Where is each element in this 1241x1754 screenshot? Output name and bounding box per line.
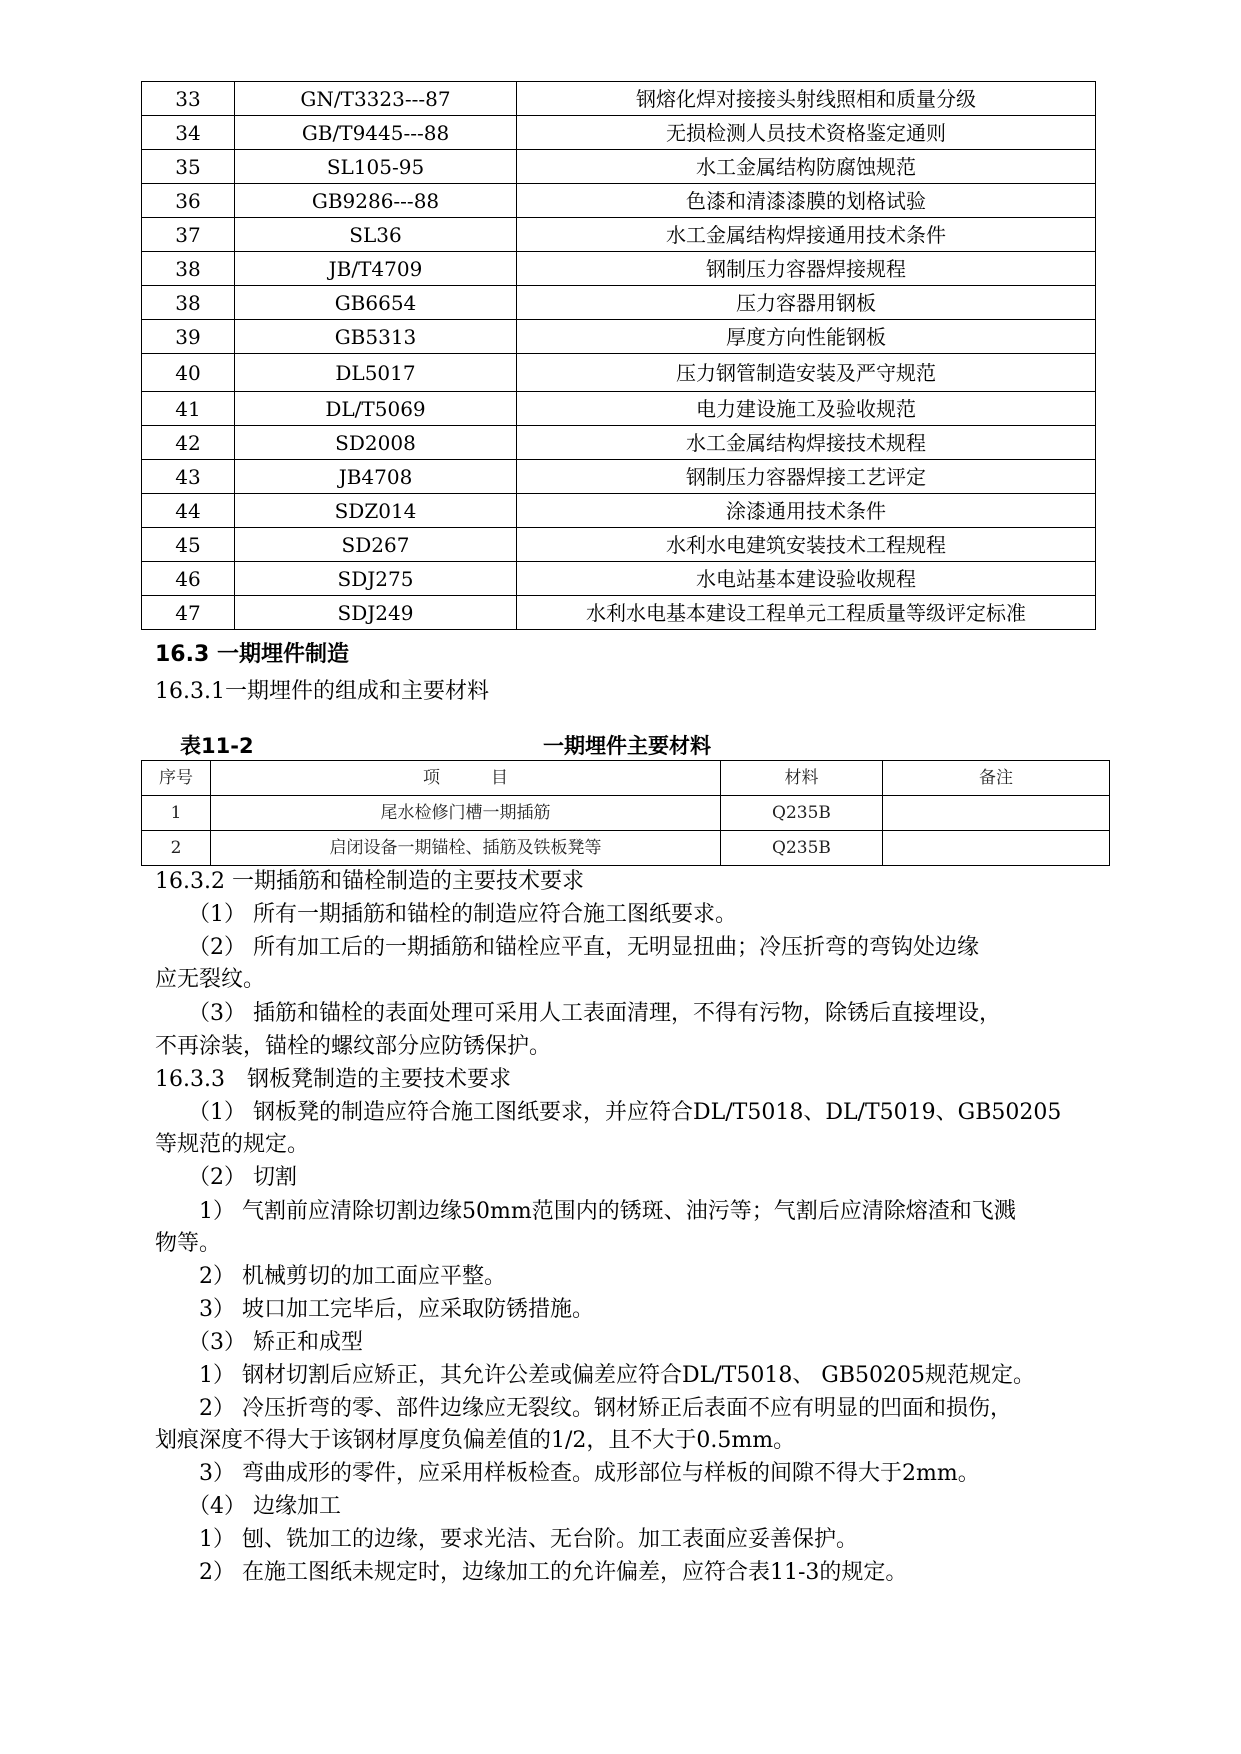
standard-name: 钢制压力容器焊接工艺评定 — [517, 460, 1096, 494]
body-text-line: （2） 切割 — [155, 1165, 297, 1190]
table-row — [142, 596, 1096, 630]
header-item: 项 目 — [211, 761, 721, 796]
row-number: 37 — [142, 218, 235, 252]
row-number: 38 — [142, 286, 235, 320]
body-text-line: （1） 所有一期插筋和锚栓的制造应符合施工图纸要求。 — [155, 902, 737, 927]
table-row — [142, 116, 1096, 150]
body-text-line: 1） 刨、铣加工的边缘，要求光洁、无台阶。加工表面应妥善保护。 — [155, 1527, 858, 1552]
body-text-line: （2） 所有加工后的一期插筋和锚栓应平直，无明显扭曲；冷压折弯的弯钩处边缘 — [155, 935, 979, 960]
standard-code: GB6654 — [235, 286, 517, 320]
table-row — [142, 426, 1096, 460]
row-remark — [883, 831, 1110, 866]
header-material: 材料 — [721, 761, 883, 796]
materials-table — [141, 760, 1110, 866]
standard-name: 电力建设施工及验收规范 — [517, 392, 1096, 426]
standard-name: 压力容器用钢板 — [517, 286, 1096, 320]
table-row — [142, 252, 1096, 286]
section-heading: 16.3 一期埋件制造 — [155, 642, 349, 667]
row-number: 40 — [142, 354, 235, 392]
standards-table — [141, 81, 1096, 630]
standard-code: DL5017 — [235, 354, 517, 392]
body-text-line: （3） 插筋和锚栓的表面处理可采用人工表面清理，不得有污物，除锈后直接埋设， — [155, 1001, 1001, 1026]
body-text-line: 1） 钢材切割后应矫正，其允许公差或偏差应符合DL/T5018、 GB50205规范规定。 — [155, 1363, 1036, 1388]
body-text-line: 1） 气割前应清除切割边缘50mm范围内的锈斑、油污等；气割后应清除熔渣和飞溅 — [155, 1199, 1016, 1224]
body-text-line: （4） 边缘加工 — [155, 1494, 341, 1519]
standard-code: JB4708 — [235, 460, 517, 494]
row-item: 启闭设备一期锚栓、插筋及铁板凳等 — [211, 831, 721, 866]
table-row — [142, 184, 1096, 218]
row-number: 38 — [142, 252, 235, 286]
subsection-title: 16.3.1一期埋件的组成和主要材料 — [155, 679, 489, 704]
body-text-line: 等规范的规定。 — [155, 1132, 310, 1157]
row-number: 46 — [142, 562, 235, 596]
body-text-line: 物等。 — [155, 1231, 222, 1256]
table-title: 一期埋件主要材料 — [543, 734, 711, 758]
table-row — [142, 150, 1096, 184]
standard-code: GB5313 — [235, 320, 517, 354]
body-text-line: 2） 在施工图纸未规定时，边缘加工的允许偏差，应符合表11-3的规定。 — [155, 1560, 908, 1585]
standard-name: 水工金属结构焊接技术规程 — [517, 426, 1096, 460]
header-remark: 备注 — [883, 761, 1110, 796]
standard-code: SD267 — [235, 528, 517, 562]
standard-code: GB/T9445---88 — [235, 116, 517, 150]
row-number: 42 — [142, 426, 235, 460]
row-number: 1 — [142, 796, 211, 831]
table-row — [142, 392, 1096, 426]
table-row — [142, 82, 1096, 116]
row-number: 47 — [142, 596, 235, 630]
table-label: 表11-2 — [180, 734, 254, 758]
standard-code: GB9286---88 — [235, 184, 517, 218]
table-row — [142, 286, 1096, 320]
standard-name: 水工金属结构防腐蚀规范 — [517, 150, 1096, 184]
table-row — [142, 831, 1110, 866]
body-text-line: 不再涂装，锚栓的螺纹部分应防锈保护。 — [155, 1034, 552, 1059]
standard-code: SL105-95 — [235, 150, 517, 184]
standard-name: 水工金属结构焊接通用技术条件 — [517, 218, 1096, 252]
body-text-line: 2） 冷压折弯的零、部件边缘应无裂纹。钢材矫正后表面不应有明显的凹面和损伤， — [155, 1396, 1012, 1421]
standard-name: 厚度方向性能钢板 — [517, 320, 1096, 354]
table-row — [142, 528, 1096, 562]
body-text-line: 16.3.3 钢板凳制造的主要技术要求 — [155, 1067, 511, 1092]
standard-name: 色漆和清漆漆膜的划格试验 — [517, 184, 1096, 218]
body-text-line: 划痕深度不得大于该钢材厚度负偏差值的1/2，且不大于0.5mm。 — [155, 1428, 796, 1453]
table-row — [142, 562, 1096, 596]
body-text-line: （1） 钢板凳的制造应符合施工图纸要求，并应符合DL/T5018、DL/T5019、GB50205 — [155, 1100, 1062, 1125]
row-remark — [883, 796, 1110, 831]
body-text-line: 16.3.2 一期插筋和锚栓制造的主要技术要求 — [155, 869, 584, 894]
standard-name: 压力钢管制造安装及严守规范 — [517, 354, 1096, 392]
standard-code: DL/T5069 — [235, 392, 517, 426]
standard-code: SDZ014 — [235, 494, 517, 528]
standard-name: 水利水电建筑安装技术工程规程 — [517, 528, 1096, 562]
table-header-row — [142, 761, 1110, 796]
row-number: 41 — [142, 392, 235, 426]
body-text-line: 2） 机械剪切的加工面应平整。 — [155, 1264, 506, 1289]
row-item: 尾水检修门槽一期插筋 — [211, 796, 721, 831]
standard-code: SDJ249 — [235, 596, 517, 630]
row-number: 34 — [142, 116, 235, 150]
row-number: 45 — [142, 528, 235, 562]
standard-name: 钢熔化焊对接接头射线照相和质量分级 — [517, 82, 1096, 116]
standard-name: 钢制压力容器焊接规程 — [517, 252, 1096, 286]
body-text-line: （3） 矫正和成型 — [155, 1330, 363, 1355]
row-material: Q235B — [721, 796, 883, 831]
row-number: 39 — [142, 320, 235, 354]
table-row — [142, 796, 1110, 831]
row-number: 2 — [142, 831, 211, 866]
body-text-line: 3） 弯曲成形的零件，应采用样板检查。成形部位与样板的间隙不得大于2mm。 — [155, 1461, 980, 1486]
standard-name: 涂漆通用技术条件 — [517, 494, 1096, 528]
table-row — [142, 320, 1096, 354]
row-number: 33 — [142, 82, 235, 116]
standard-code: SD2008 — [235, 426, 517, 460]
row-number: 44 — [142, 494, 235, 528]
table-row — [142, 354, 1096, 392]
standard-name: 无损检测人员技术资格鉴定通则 — [517, 116, 1096, 150]
body-text-line: 应无裂纹。 — [155, 967, 266, 992]
row-number: 35 — [142, 150, 235, 184]
standard-code: GN/T3323---87 — [235, 82, 517, 116]
table-row — [142, 460, 1096, 494]
table-row — [142, 494, 1096, 528]
header-no: 序号 — [142, 761, 211, 796]
standard-name: 水利水电基本建设工程单元工程质量等级评定标准 — [517, 596, 1096, 630]
standard-code: SDJ275 — [235, 562, 517, 596]
standard-name: 水电站基本建设验收规程 — [517, 562, 1096, 596]
body-text-line: 3） 坡口加工完毕后，应采取防锈措施。 — [155, 1297, 594, 1322]
row-number: 36 — [142, 184, 235, 218]
row-number: 43 — [142, 460, 235, 494]
standard-code: SL36 — [235, 218, 517, 252]
standard-code: JB/T4709 — [235, 252, 517, 286]
row-material: Q235B — [721, 831, 883, 866]
table-row — [142, 218, 1096, 252]
